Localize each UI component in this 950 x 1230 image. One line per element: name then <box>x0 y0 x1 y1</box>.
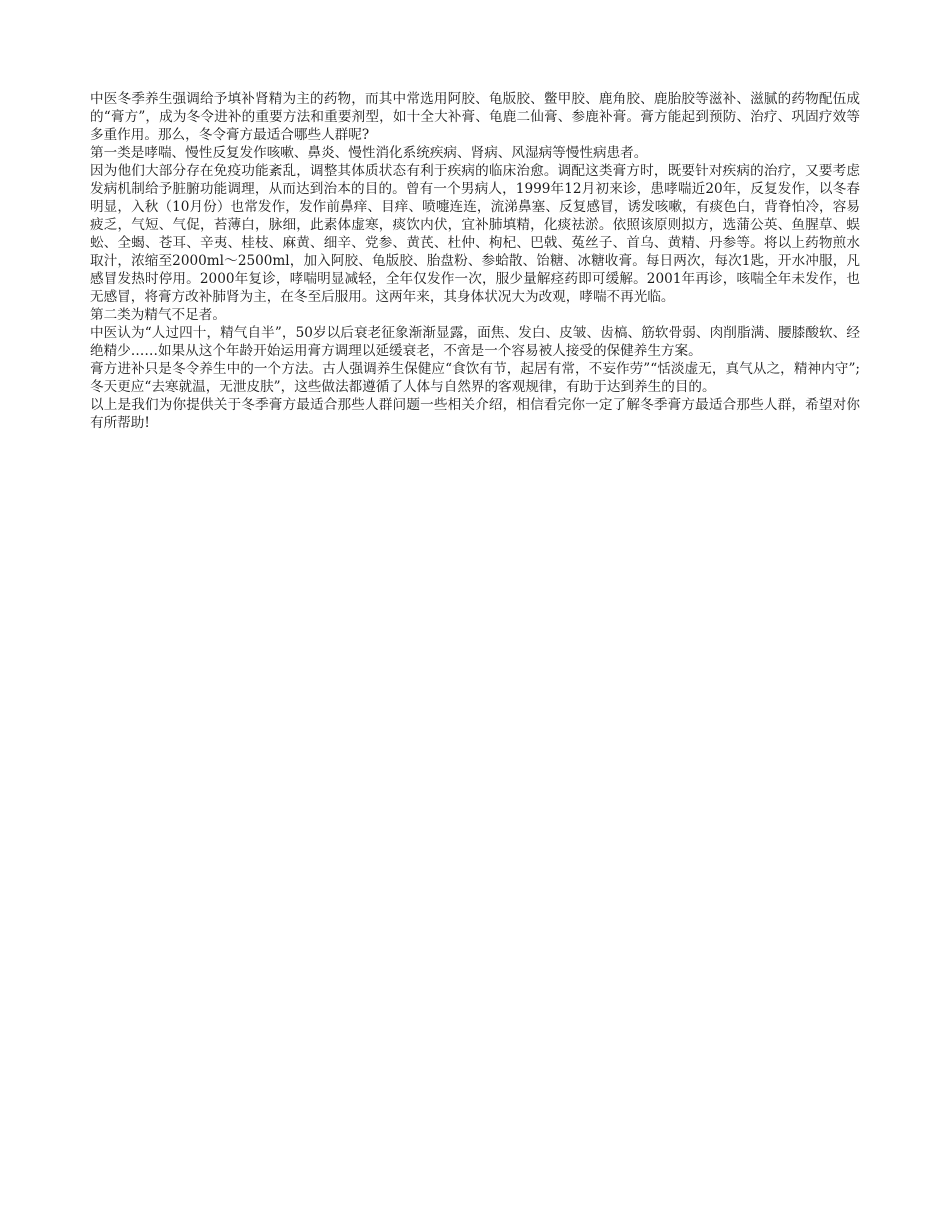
article-body <box>90 90 860 432</box>
paragraph-conclusion: 以上是我们为你提供关于冬季膏方最适合那些人群问题一些相关介绍，相信看完你一定了解冬季膏方最适合那些人群，希望对你有所帮助! <box>90 397 860 431</box>
paragraph-category-one-case: 因为他们大部分存在免疫功能紊乱，调整其体质状态有利于疾病的临床治愈。调配这类膏方时，既要针对疾病的治疗，又要考虑发病机制给予脏腑功能调理，从而达到治本的目的。曾有一个男病人，1999年12月初来诊，患哮喘近20年，反复发作，以冬春明显，入秋（10月份）也常发作，发作前鼻痒、目痒、喷嚏连连，流涕鼻塞、反复感冒，诱发咳嗽，有痰色白，背脊怕冷，容易疲乏，气短、气促，苔薄白，脉细，此素体虚寒，痰饮内伏，宜补肺填精，化痰祛淤。依照该原则拟方，选蒲公英、鱼腥草、蜈蚣、全蝎、苍耳、辛夷、桂枝、麻黄、细辛、党参、黄芪、杜仲、枸杞、巴戟、菟丝子、首乌、黄精、丹参等。将以上药物煎水取汁，浓缩至2000ml～2500ml，加入阿胶、龟版胶、胎盘粉、参蛤散、饴糖、冰糖收膏。每日两次，每次1匙，开水冲服，凡感冒发热时停用。2000年复诊，哮喘明显减轻，全年仅发作一次，服少量解痉药即可缓解。2001年再诊，咳喘全年未发作，也无感冒，将膏方改补肺肾为主，在冬至后服用。这两年来，其身体状况大为改观，哮喘不再光临。 <box>90 163 860 305</box>
paragraph-category-two-heading: 第二类为精气不足者。 <box>90 307 226 323</box>
paragraph-category-one-heading: 第一类是哮喘、慢性反复发作咳嗽、鼻炎、慢性消化系统疾病、肾病、风湿病等慢性病患者。 <box>90 145 648 161</box>
paragraph-winter-health-tips: 膏方进补只是冬令养生中的一个方法。古人强调养生保健应“食饮有节，起居有常，不妄作劳”“恬淡虚无，真气从之，精神内守”;冬天更应“去寒就温，无泄皮肤”，这些做法都遵循了人体与自然界的客观规律，有助于达到养生的目的。 <box>90 361 860 395</box>
paragraph-category-two-detail: 中医认为“人过四十，精气自半”，50岁以后衰老征象渐渐显露，面焦、发白、皮皱、齿槁、筋软骨弱、肉削脂满、腰膝酸软、经绝精少……如果从这个年龄开始运用膏方调理以延缓衰老，不啻是一个容易被人接受的保健养生方案。 <box>90 325 860 359</box>
paragraph-intro: 中医冬季养生强调给予填补肾精为主的药物，而其中常选用阿胶、龟版胶、鳖甲胶、鹿角胶、鹿胎胶等滋补、滋腻的药物配伍成的“膏方”，成为冬令进补的重要方法和重要剂型，如十全大补膏、龟鹿二仙膏、参鹿补膏。膏方能起到预防、治疗、巩固疗效等多重作用。那么，冬令膏方最适合哪些人群呢? <box>90 91 860 143</box>
